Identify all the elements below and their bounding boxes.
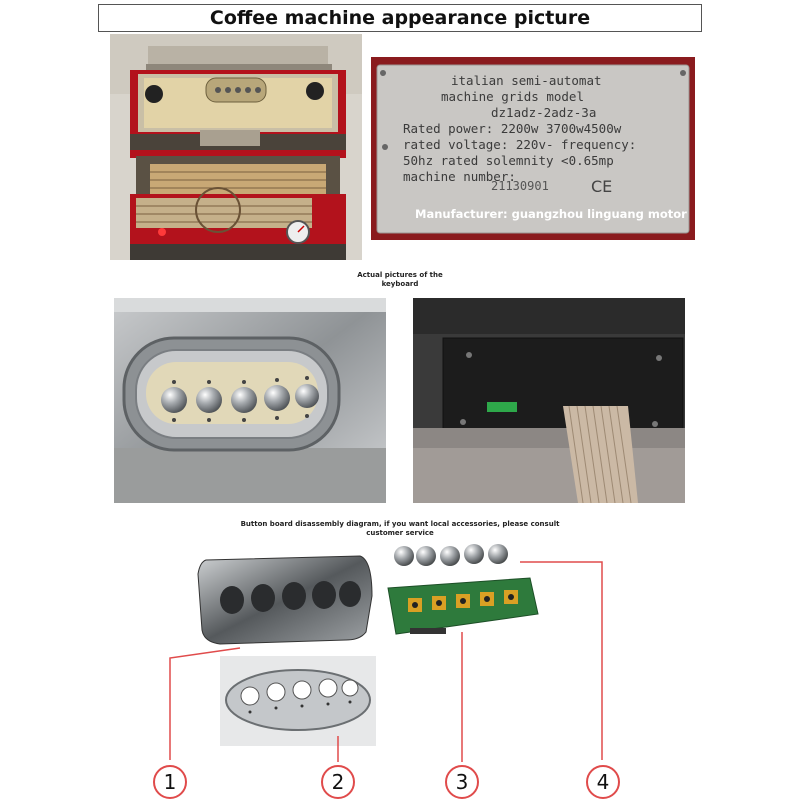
nameplate-line: machine number: bbox=[403, 169, 516, 184]
callout-label-3: 3 bbox=[445, 765, 479, 799]
part-3-circuit-board bbox=[388, 578, 538, 634]
keyboard-caption bbox=[300, 271, 500, 289]
keyboard-front-photo bbox=[114, 298, 386, 503]
ce-mark: CE bbox=[591, 177, 613, 196]
manufacturer-label: Manufacturer: guangzhou linguang motor bbox=[415, 207, 687, 221]
callout-label-4: 4 bbox=[586, 765, 620, 799]
nameplate-photo bbox=[371, 57, 695, 240]
coffee-machine-illustration bbox=[110, 34, 362, 260]
nameplate-line: dz1adz-2adz-3a bbox=[491, 105, 597, 120]
coffee-machine-photo bbox=[110, 34, 362, 260]
part-4-button-caps bbox=[394, 544, 508, 566]
part-1-button-cover bbox=[198, 556, 372, 644]
keyboard-back-photo bbox=[413, 298, 685, 503]
nameplate-line: italian semi-automat bbox=[451, 73, 602, 88]
caption-line: keyboard bbox=[381, 280, 419, 288]
nameplate-text bbox=[403, 73, 637, 185]
callout-label-1: 1 bbox=[153, 765, 187, 799]
nameplate-line: Rated power: 2200w 3700w4500w bbox=[403, 121, 622, 136]
title-frame bbox=[98, 4, 702, 32]
serial-number: 21130901 bbox=[491, 179, 549, 193]
part-2-chrome-plate bbox=[220, 656, 376, 746]
keyboard-back-illustration bbox=[413, 298, 685, 503]
nameplate-line: machine grids model bbox=[441, 89, 584, 104]
caption-line: Button board disassembly diagram, if you want local accessories, please consult bbox=[240, 520, 560, 528]
page-title: Coffee machine appearance picture bbox=[209, 7, 591, 29]
caption-line: Actual pictures of the bbox=[357, 271, 443, 279]
keyboard-front-illustration bbox=[114, 298, 386, 503]
callout-label-2: 2 bbox=[321, 765, 355, 799]
disassembly-diagram bbox=[110, 540, 690, 800]
caption-line: customer service bbox=[366, 529, 434, 537]
nameplate-line: rated voltage: 220v- frequency: bbox=[403, 137, 637, 152]
nameplate-line: 50hz rated solemnity <0.65mp bbox=[403, 153, 614, 168]
diagram-caption bbox=[180, 520, 620, 538]
